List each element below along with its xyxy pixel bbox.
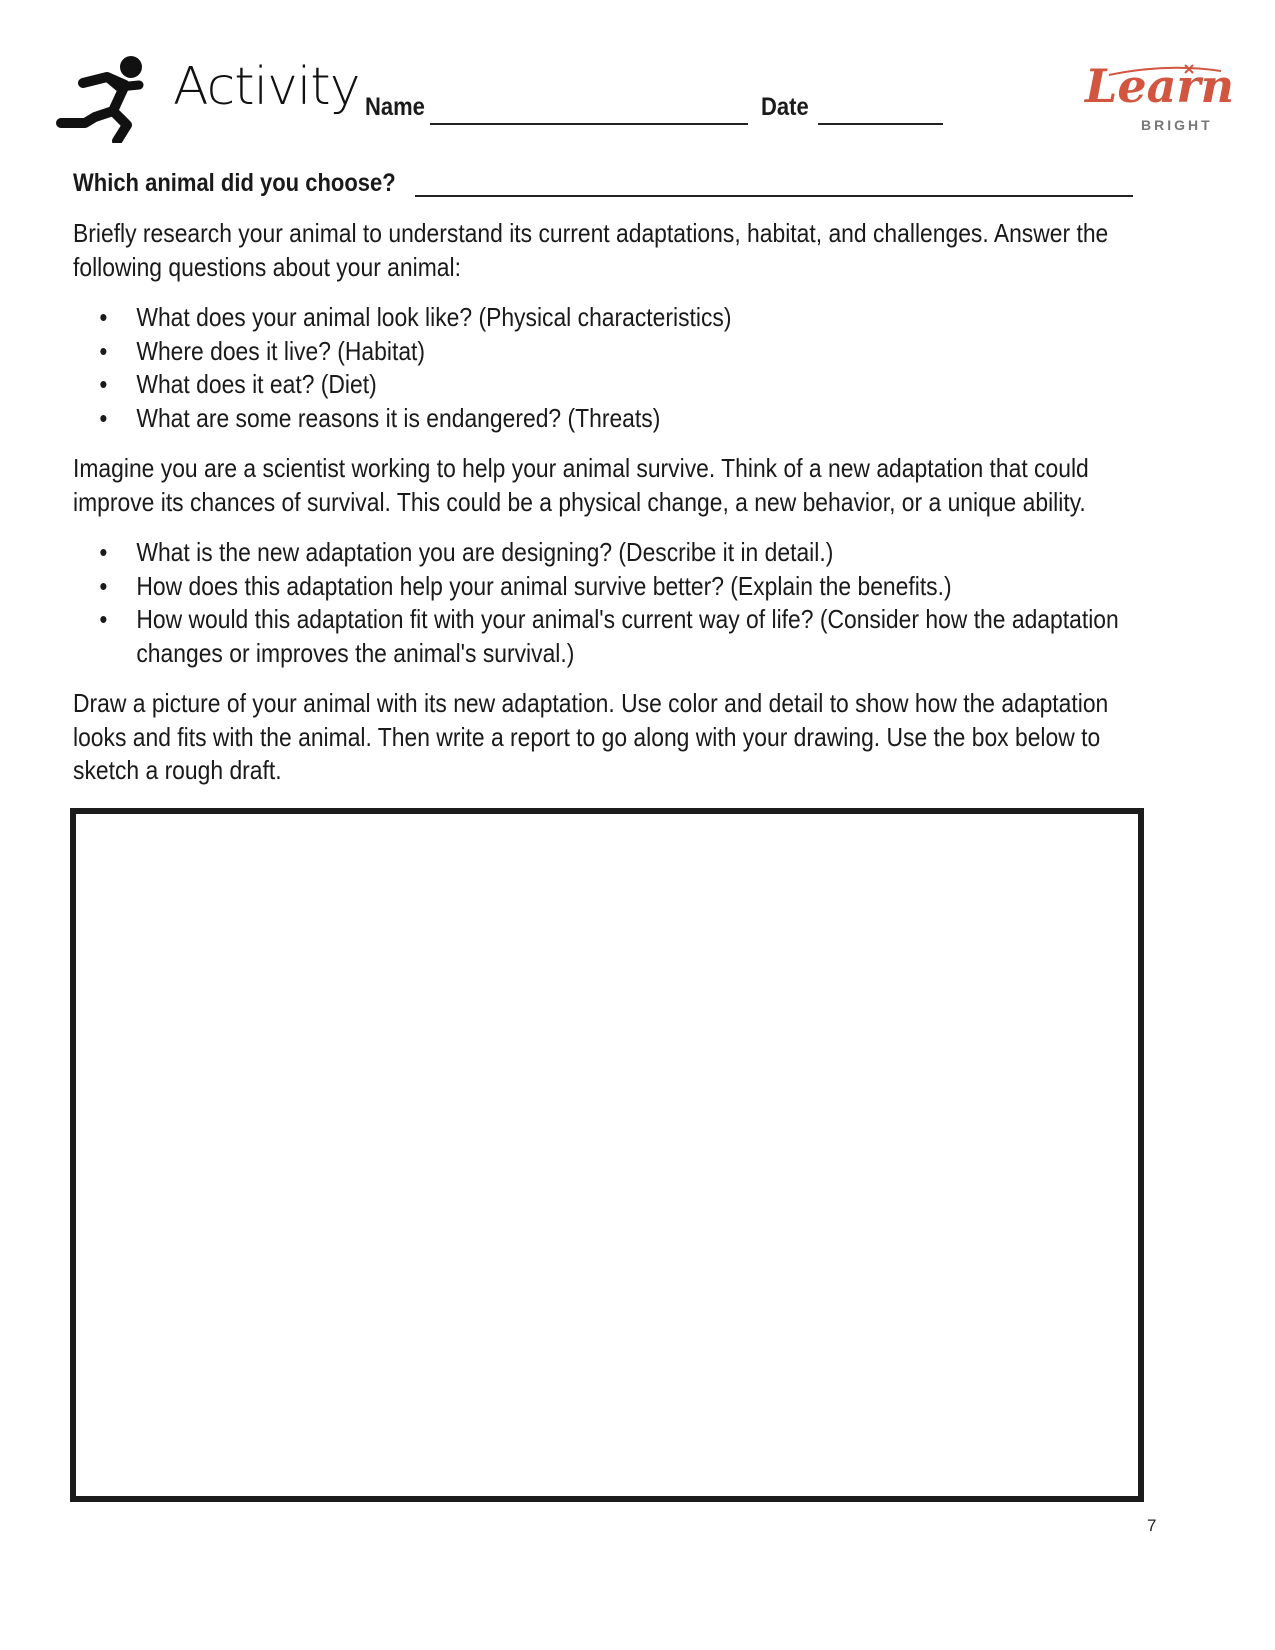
research-questions-list <box>73 301 1155 435</box>
imagine-paragraph: Imagine you are a scientist working to help your animal survive. Think of a new adaptation that could improve its chances of survival. This could be a physical change, a new behavior, or a unique ability. <box>73 453 1089 517</box>
logo-word: Learn <box>1085 59 1235 113</box>
sketch-box[interactable] <box>70 808 1144 1502</box>
list-item: • How would this adaptation fit with your animal's current way of life? (Consider how the adaptation changes or improves the animal's survival.) <box>73 603 1155 670</box>
list-item: • How does this adaptation help your animal survive better? (Explain the benefits.) <box>73 570 1155 604</box>
running-person-icon <box>55 55 155 143</box>
list-item: • Where does it live? (Habitat) <box>73 335 1155 369</box>
animal-answer-field[interactable] <box>415 195 1133 197</box>
animal-question-label: Which animal did you choose? <box>73 169 396 197</box>
list-item: • What does your animal look like? (Physical characteristics) <box>73 301 1155 335</box>
draw-instructions: Draw a picture of your animal with its new adaptation. Use color and detail to show how the adaptation looks and fits with the animal. Then write a report to go along with your drawing. Use the box below to sketch a rough draft. <box>73 688 1109 785</box>
learn-bright-logo <box>1085 59 1235 143</box>
list-item: • What does it eat? (Diet) <box>73 368 1155 402</box>
name-label: Name <box>365 93 425 121</box>
page-number: 7 <box>1147 1516 1157 1535</box>
date-field[interactable] <box>818 123 943 125</box>
design-questions-list <box>73 536 1155 670</box>
page-header <box>55 55 1235 145</box>
page-title: Activity <box>173 57 360 117</box>
logo-subtitle: BRIGHT <box>1141 117 1213 133</box>
date-label: Date <box>761 93 809 121</box>
intro-paragraph: Briefly research your animal to understand its current adaptations, habitat, and challenges. Answer the following questions about your animal: <box>73 218 1109 282</box>
list-item: • What is the new adaptation you are designing? (Describe it in detail.) <box>73 536 1155 570</box>
animal-question <box>73 168 1133 202</box>
name-field[interactable] <box>430 123 748 125</box>
list-item: • What are some reasons it is endangered? (Threats) <box>73 402 1155 436</box>
